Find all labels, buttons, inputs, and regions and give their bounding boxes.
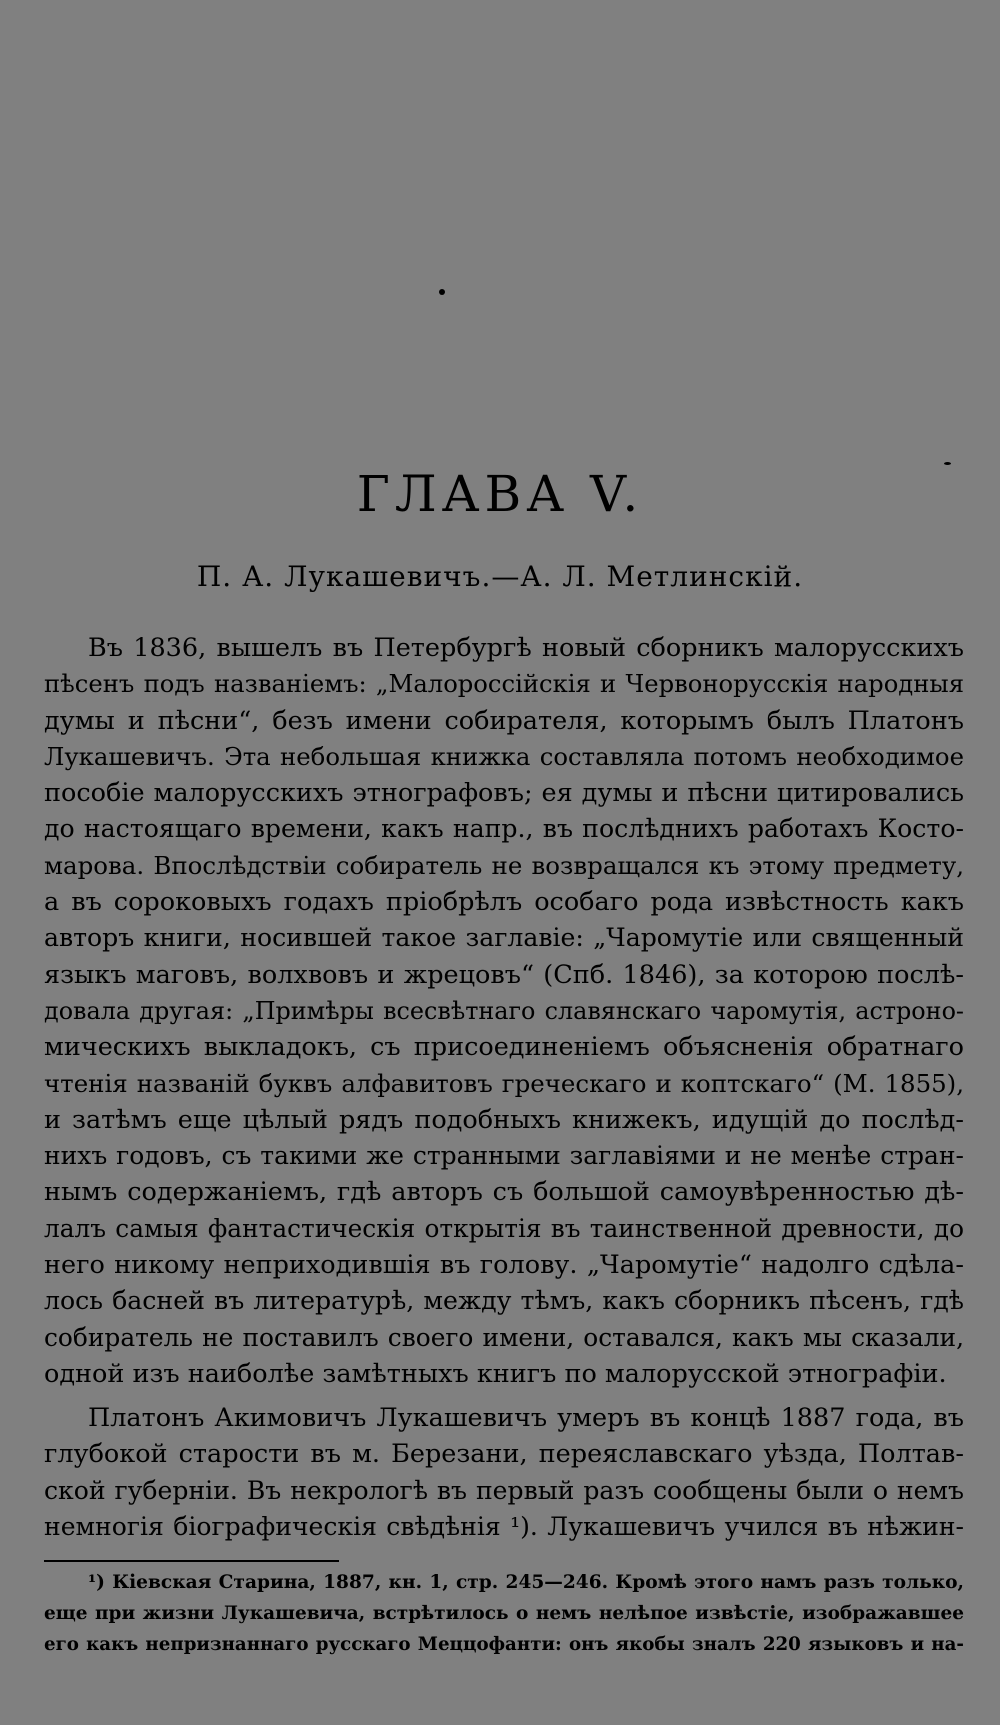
text-line: лалъ самыя фантастическія открытія въ таинственной древности, до: [44, 1213, 964, 1243]
text-line: довала другая: „Примѣры всесвѣтнаго славянскаго чаромутія, астроно-: [44, 996, 964, 1025]
paragraph-2: [44, 1400, 964, 1545]
paragraph-1: [44, 630, 964, 1392]
footnote-line: еще при жизни Лукашевича, встрѣтилось о немъ нелѣпое извѣстіе, изображавшее: [44, 1603, 964, 1624]
footnote-divider: [44, 1560, 339, 1562]
text-line: пособіе малорусскихъ этнографовъ; ея думы и пѣсни цитировались: [44, 778, 964, 809]
ink-speck: [439, 289, 445, 295]
text-line: думы и пѣсни“, безъ имени собирателя, которымъ былъ Платонъ: [44, 705, 964, 736]
text-line: Лукашевичъ. Эта небольшая книжка составляла потомъ необходимое: [44, 741, 964, 771]
text-line: Въ 1836, вышелъ въ Петербургѣ новый сборникъ малорусскихъ: [88, 633, 964, 663]
text-line: него никому неприходившія въ голову. „Чаромутіе“ надолго сдѣла-: [44, 1250, 964, 1281]
chapter-subtitle: П. А. Лукашевичъ.—А. Л. Метлинскій.: [196, 560, 804, 593]
text-line: глубокой старости въ м. Березани, переяславскаго уѣзда, Полтав-: [44, 1439, 964, 1470]
chapter-title: ГЛАВА V.: [356, 465, 644, 523]
text-line: авторъ книги, носившей такое заглавіе: „Чаромутіе или священный: [44, 923, 964, 953]
text-line: ской губерніи. Въ некрологѣ въ первый разъ сообщены были о немъ: [44, 1475, 964, 1505]
text-line: Платонъ Акимовичъ Лукашевичъ умеръ въ концѣ 1887 года, въ: [88, 1403, 964, 1433]
text-line: а въ сороковыхъ годахъ пріобрѣлъ особаго рода извѣстность какъ: [44, 887, 964, 918]
text-line: нымъ содержаніемъ, гдѣ авторъ съ большой самоувѣренностью дѣ-: [44, 1177, 964, 1208]
text-line: нихъ годовъ, съ такими же странными заглавіями и не менѣе стран-: [44, 1141, 964, 1171]
text-line: до настоящаго времени, какъ напр., въ послѣднихъ работахъ Косто-: [44, 814, 964, 844]
text-line: одной изъ наиболѣе замѣтныхъ книгъ по малорусской этнографіи.: [44, 1358, 947, 1389]
text-line: немногія біографическія свѣдѣнія ¹). Лукашевичъ учился въ нѣжин-: [44, 1511, 964, 1541]
text-line: пѣсенъ подъ названіемъ: „Малороссійскія и Червонорусскія народныя: [44, 669, 964, 699]
footnote-line: его какъ непризнаннаго русскаго Меццофанти: онъ якобы зналъ 220 языковъ и на-: [44, 1634, 964, 1655]
text-line: собиратель не поставилъ своего имени, оставался, какъ мы сказали,: [44, 1322, 964, 1352]
text-line: чтенія названій буквъ алфавитовъ греческаго и коптскаго“ (М. 1855),: [44, 1068, 964, 1098]
text-line: и затѣмъ еще цѣлый рядъ подобныхъ книжекъ, идущій до послѣд-: [44, 1104, 964, 1135]
text-line: марова. Впослѣдствіи собиратель не возвращался къ этому предмету,: [44, 850, 964, 880]
text-line: языкъ маговъ, волхвовъ и жрецовъ“ (Спб. 1846), за которою послѣ-: [44, 959, 964, 990]
text-line: мическихъ выкладокъ, съ присоединеніемъ объясненія обратнаго: [44, 1032, 964, 1063]
text-line: лось басней въ литературѣ, между тѣмъ, какъ сборникъ пѣсенъ, гдѣ: [44, 1286, 964, 1316]
footnote: [44, 1567, 964, 1660]
footnote-line: ¹) Кіевская Старина, 1887, кн. 1, стр. 245—246. Кромѣ этого намъ разъ только,: [88, 1572, 964, 1593]
